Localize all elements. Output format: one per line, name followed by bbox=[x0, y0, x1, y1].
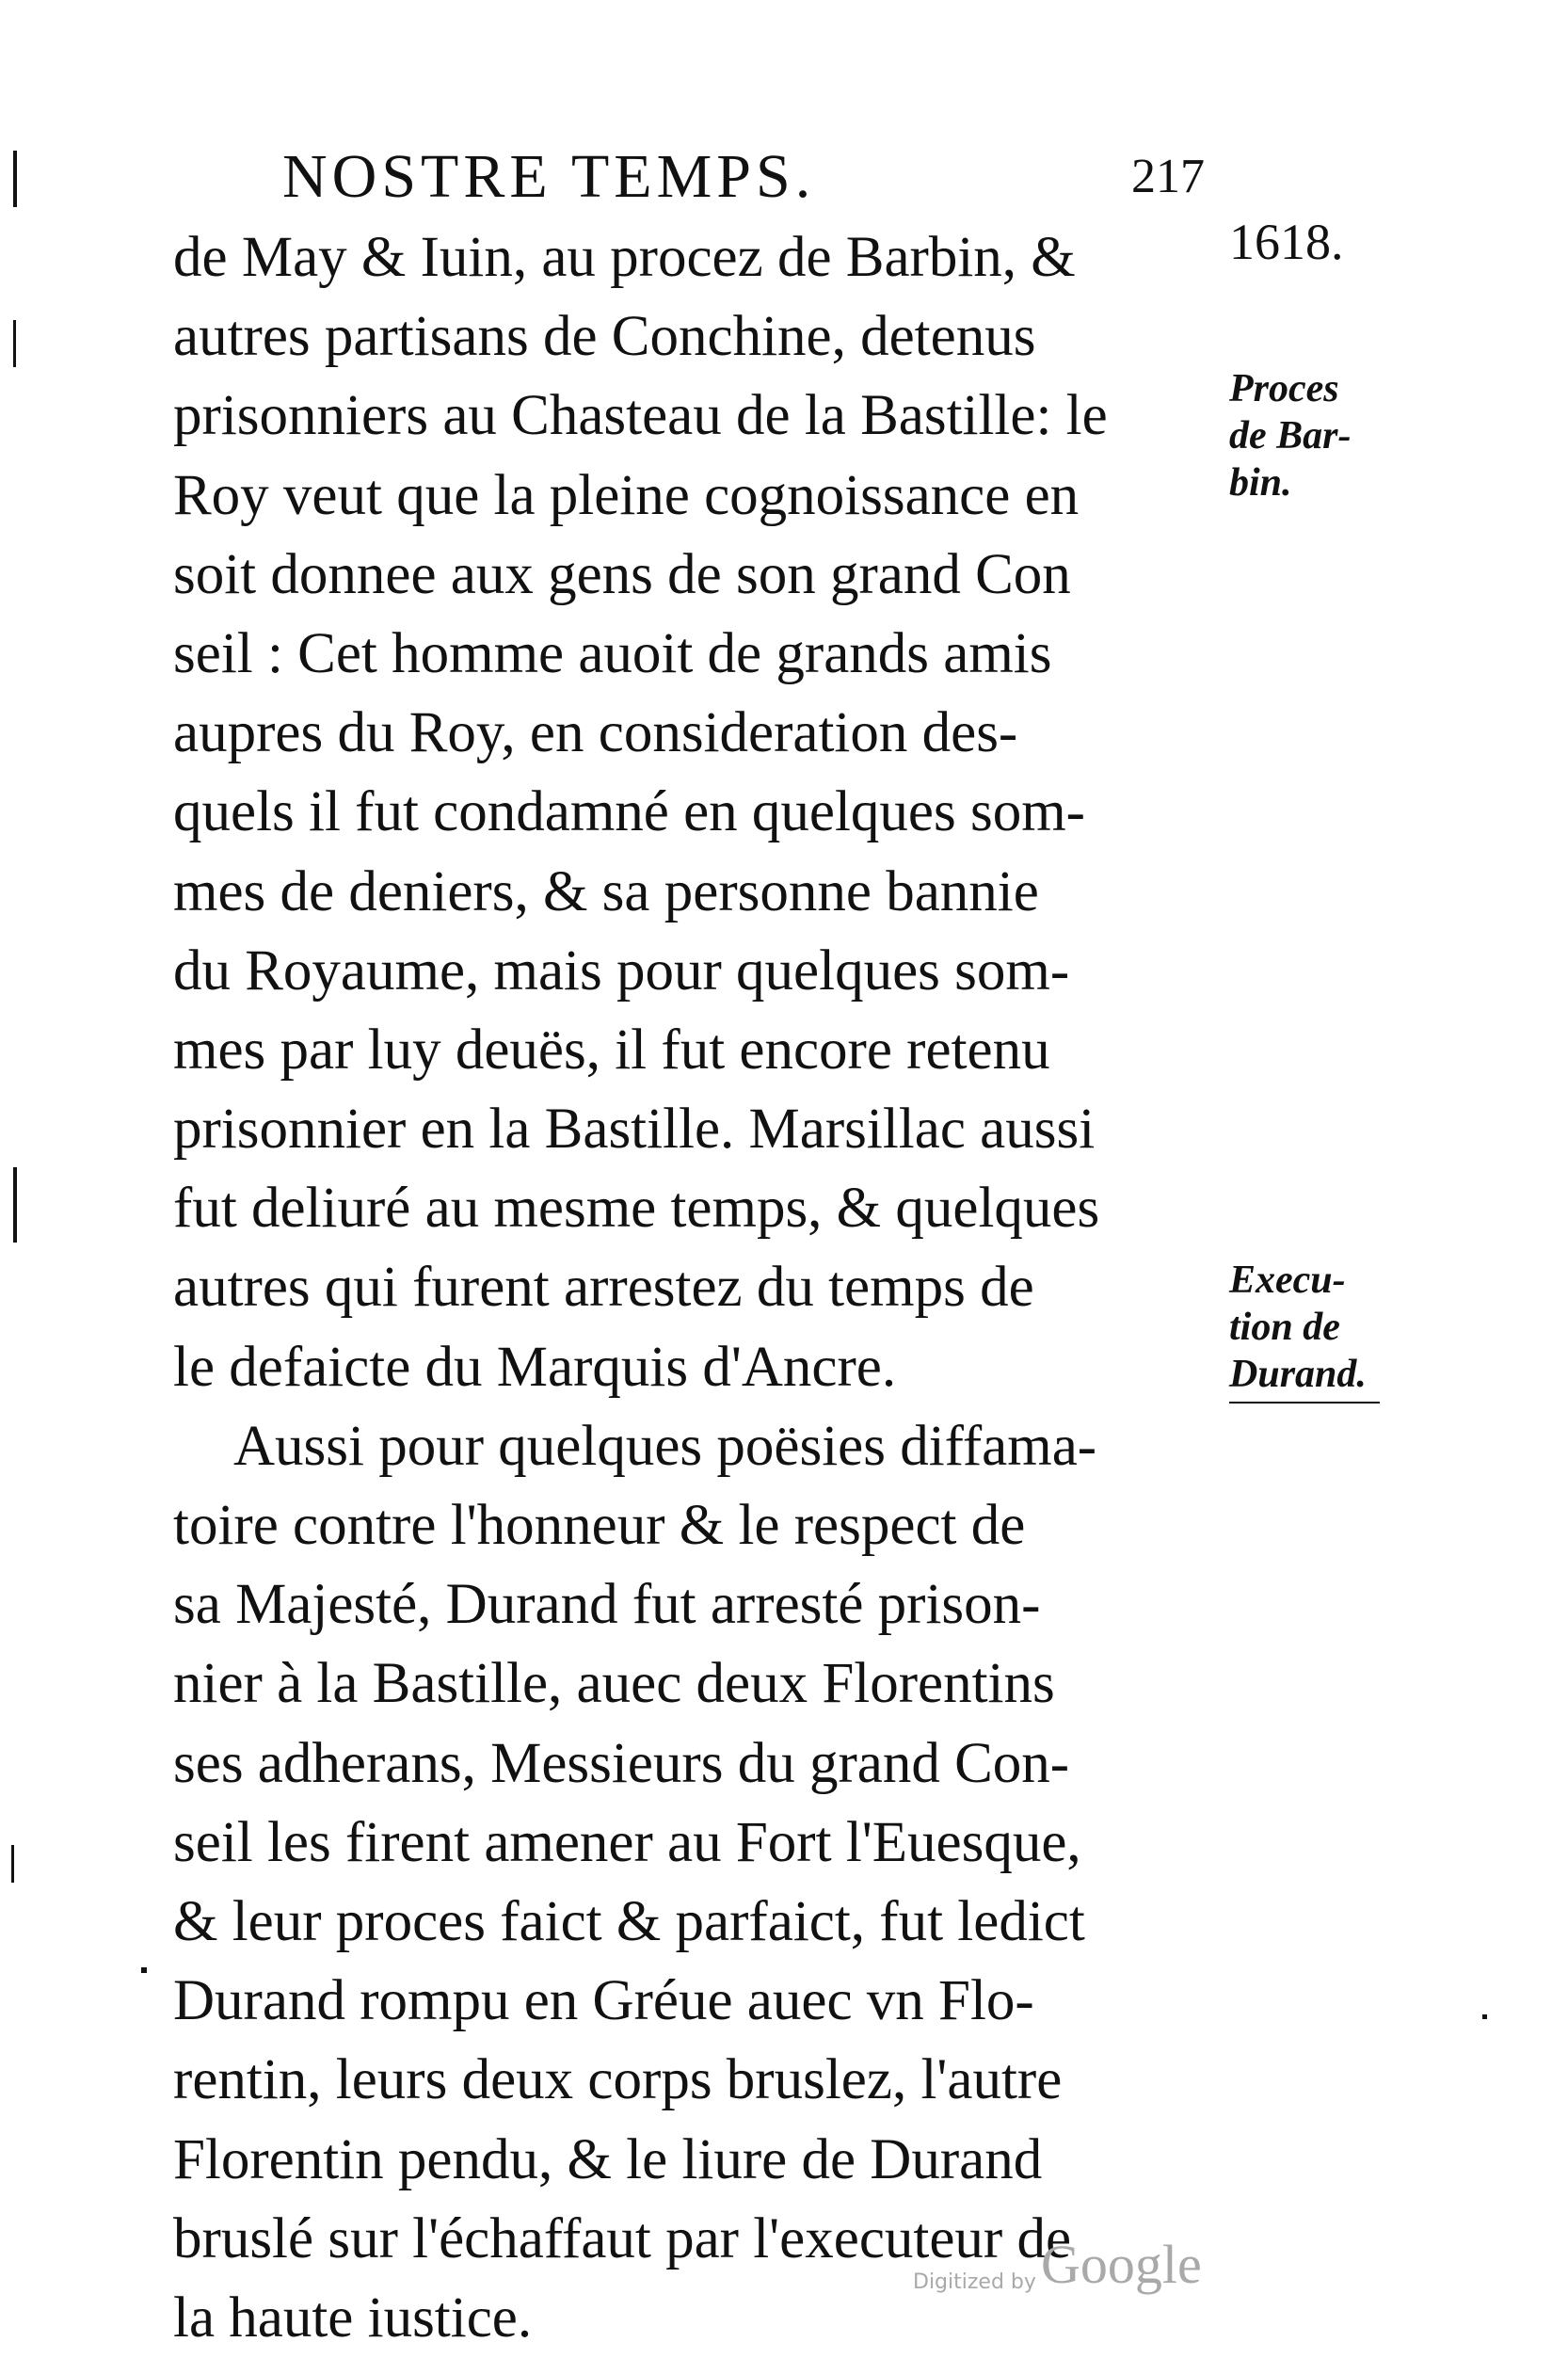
text-line: la haute iustice. bbox=[173, 2286, 533, 2350]
text-line: mes par luy deuës, il fut encore retenu bbox=[173, 1018, 1050, 1082]
scan-speck bbox=[13, 1167, 17, 1243]
margin-note-durand bbox=[1229, 1257, 1380, 1404]
text-line: du Royaume, mais pour quelques som- bbox=[173, 938, 1070, 1003]
margin-note-line: bin. bbox=[1229, 461, 1292, 505]
text-line: de May & Iuin, au procez de Barbin, & bbox=[173, 226, 1076, 289]
margin-note-line: Execu- bbox=[1229, 1259, 1346, 1302]
margin-note-line: de Bar- bbox=[1229, 414, 1352, 457]
scan-speck bbox=[13, 151, 17, 207]
text-line: rentin, leurs deux corps bruslez, l'autre bbox=[173, 2048, 1063, 2112]
text-line: nier à la Bastille, auec deux Florentins bbox=[173, 1652, 1055, 1716]
page-number: 217 bbox=[1131, 150, 1205, 203]
text-line: prisonniers au Chasteau de la Bastille: le bbox=[173, 384, 1108, 448]
margin-year: 1618. bbox=[1229, 214, 1344, 270]
digitized-watermark bbox=[913, 2233, 1224, 2308]
page-header bbox=[282, 141, 1205, 217]
scan-speck bbox=[11, 1845, 14, 1883]
running-title: NOSTRE TEMPS. bbox=[282, 142, 816, 211]
text-line: bruslé sur l'échaffaut par l'executeur de bbox=[173, 2206, 1072, 2270]
paragraph-first-line: Aussi pour quelques poësies diffama- bbox=[233, 1414, 1097, 1478]
text-line: seil : Cet homme auoit de grands amis bbox=[173, 621, 1052, 685]
text-line: quels il fut condamné en quelques som- bbox=[173, 780, 1086, 844]
text-line: seil les firent amener au Fort l'Euesque, bbox=[173, 1810, 1081, 1874]
google-logo: Google bbox=[1041, 2234, 1202, 2295]
margin-note-barbin bbox=[1229, 365, 1352, 506]
margin-note-line: tion de bbox=[1229, 1306, 1340, 1349]
watermark-label: Digitized by bbox=[913, 2270, 1036, 2294]
text-line: soit donnee aux gens de son grand Con bbox=[173, 542, 1071, 606]
body-text bbox=[173, 218, 1227, 2358]
text-line: ses adherans, Messieurs du grand Con- bbox=[173, 1731, 1070, 1795]
text-line: mes de deniers, & sa personne bannie bbox=[173, 859, 1039, 923]
text-line: fut deliuré au mesme temps, & quelques bbox=[173, 1177, 1100, 1241]
text-line: Roy veut que la pleine cognoissance en bbox=[173, 463, 1080, 527]
text-line: sa Majesté, Durand fut arresté prison- bbox=[173, 1573, 1041, 1637]
text-line: aupres du Roy, en consideration des- bbox=[173, 701, 1018, 765]
margin-note-line: Proces bbox=[1229, 367, 1339, 410]
text-line: toire contre l'honneur & le respect de bbox=[173, 1494, 1026, 1557]
scan-speck bbox=[13, 320, 16, 367]
text-line: Florentin pendu, & le liure de Durand bbox=[173, 2127, 1043, 2191]
text-line: prisonnier en la Bastille. Marsillac aussi bbox=[173, 1098, 1096, 1162]
text-line: Durand rompu en Gréue auec vn Flo- bbox=[173, 1969, 1034, 2033]
text-line: le defaicte du Marquis d'Ancre. bbox=[173, 1335, 897, 1399]
scan-speck bbox=[1482, 2014, 1487, 2019]
margin-note-underline bbox=[1229, 1402, 1380, 1404]
text-line: autres qui furent arrestez du temps de bbox=[173, 1256, 1034, 1320]
margin-note-line: Durand. bbox=[1229, 1353, 1367, 1396]
scan-speck bbox=[141, 1967, 147, 1973]
text-line: autres partisans de Conchine, detenus bbox=[173, 305, 1036, 369]
text-line: & leur proces faict & parfaict, fut ledict bbox=[173, 1889, 1085, 1953]
